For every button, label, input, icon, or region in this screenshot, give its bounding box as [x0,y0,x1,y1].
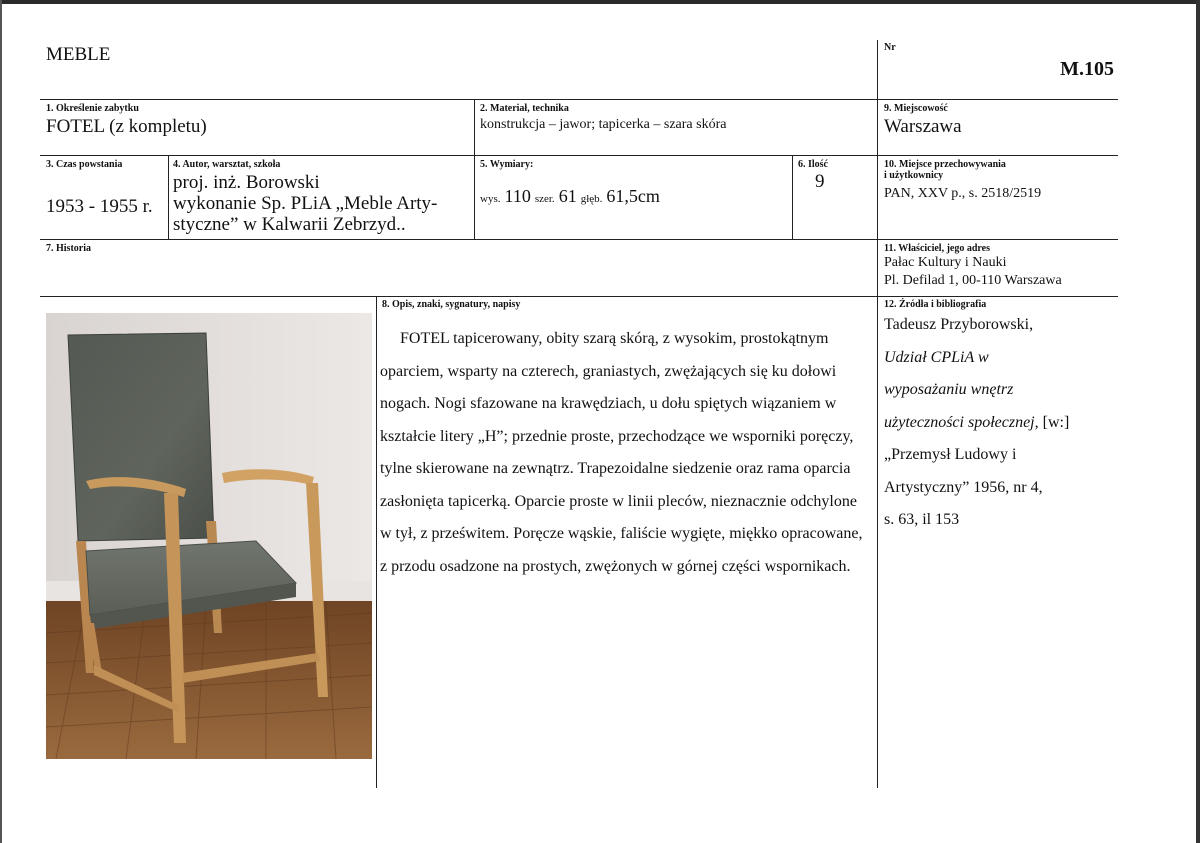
author-block [173,172,437,235]
material-technique: konstrukcja – jawor; tapicerka – szara skóra [480,117,727,132]
field-label-3: 3. Czas powstania [46,159,123,170]
field-label-1: 1. Określenie zabytku [46,103,139,114]
bib-author: Tadeusz Przyborowski, [884,316,1034,333]
bib-source-line: Artystyczny” 1956, nr 4, [884,478,1043,496]
object-name: FOTEL (z kompletu) [46,116,207,137]
grid-line [40,296,1118,297]
bib-source-line: „Przemysł Ludowy i [884,446,1017,463]
creation-date: 1953 - 1955 r. [46,196,153,217]
grid-line [474,99,475,240]
scan-edge-left [0,0,2,843]
author-line: styczne” w Kalwarii Zebrzyd.. [173,214,406,235]
author-line: proj. inż. Borowski [173,172,320,193]
owner-name: Pałac Kultury i Nauki [884,255,1007,270]
bibliography [884,309,1184,537]
field-label-8: 8. Opis, znaki, sygnatury, napisy [382,299,521,310]
bib-title-line: użyteczności społecznej, [884,413,1039,431]
grid-line [877,99,878,788]
grid-line [168,155,169,240]
field-label-10-line: i użytkownicy [884,170,944,181]
field-label-7: 7. Historia [46,243,91,254]
dimensions [480,186,660,207]
armchair-photo [46,313,372,759]
bib-source-line: s. 63, il 153 [884,511,960,528]
grid-line [376,296,377,788]
field-label-6: 6. Ilość [798,159,828,170]
field-label-5: 5. Wymiary: [480,159,534,170]
depth-label: głęb. [580,193,603,205]
category-title: MEBLE [46,44,111,65]
width-label: szer. [534,193,555,205]
bib-in: [w:] [1038,413,1070,431]
storage-location: PAN, XXV p., s. 2518/2519 [884,186,1042,201]
bib-title-line: Udział CPLiA w [884,348,989,366]
height-value: 110 [504,186,531,206]
nr-label: Nr [884,42,896,53]
description-paragraph: FOTEL tapicerowany, obity szarą skórą, z wysokim, prostokątnym oparciem, wsparty na czterech, graniastych, zwężających się ku dołowi nogach. Nogi sfazowane na krawędziach, u dołu spiętych wiązaniem w kształcie litery „H”; przednie proste, przechodzące we wsporniki poręczy, tylne skierowane na zewnątrz. Trapezoidalne siedzenie oraz rama oparcia zasłonięta tapicerką. Oparcie proste w linii pleców, nieznacznie odchylone w tył, z prześwitem. Poręcze wąskie, faliście wygięte, miękko opracowane, z przodu osadzone na prostych, zwężonych w górnej części wspornikach. [380,330,863,575]
field-label-2: 2. Materiał, technika [480,103,569,114]
scan-edge-right [1196,0,1200,843]
field-label-10 [884,159,1006,181]
grid-line [40,155,1118,156]
bib-title-line: wyposażaniu wnętrz [884,381,1014,398]
locality: Warszawa [884,116,962,137]
field-label-4: 4. Autor, warsztat, szkoła [173,159,281,170]
owner-address: Pl. Defilad 1, 00-110 Warszawa [884,273,1062,288]
grid-line [877,40,878,100]
field-label-9: 9. Miejscowość [884,103,948,114]
grid-line [40,99,1118,100]
armchair-illustration [46,313,372,759]
grid-line [40,239,1118,240]
field-label-12: 12. Źródła i bibliografia [884,299,987,310]
quantity: 9 [815,171,825,192]
field-label-10-line: 10. Miejsce przechowywania [884,159,1006,170]
depth-value: 61,5cm [606,186,660,206]
height-label: wys. [480,193,501,205]
author-line: wykonanie Sp. PLiA „Meble Arty- [173,193,438,214]
field-label-11: 11. Właściciel, jego adres [884,243,991,254]
width-value: 61 [558,186,577,206]
grid-line [792,155,793,240]
description-text [380,323,868,583]
catalog-number: M.105 [1060,58,1114,80]
scan-edge-top [0,0,1200,4]
